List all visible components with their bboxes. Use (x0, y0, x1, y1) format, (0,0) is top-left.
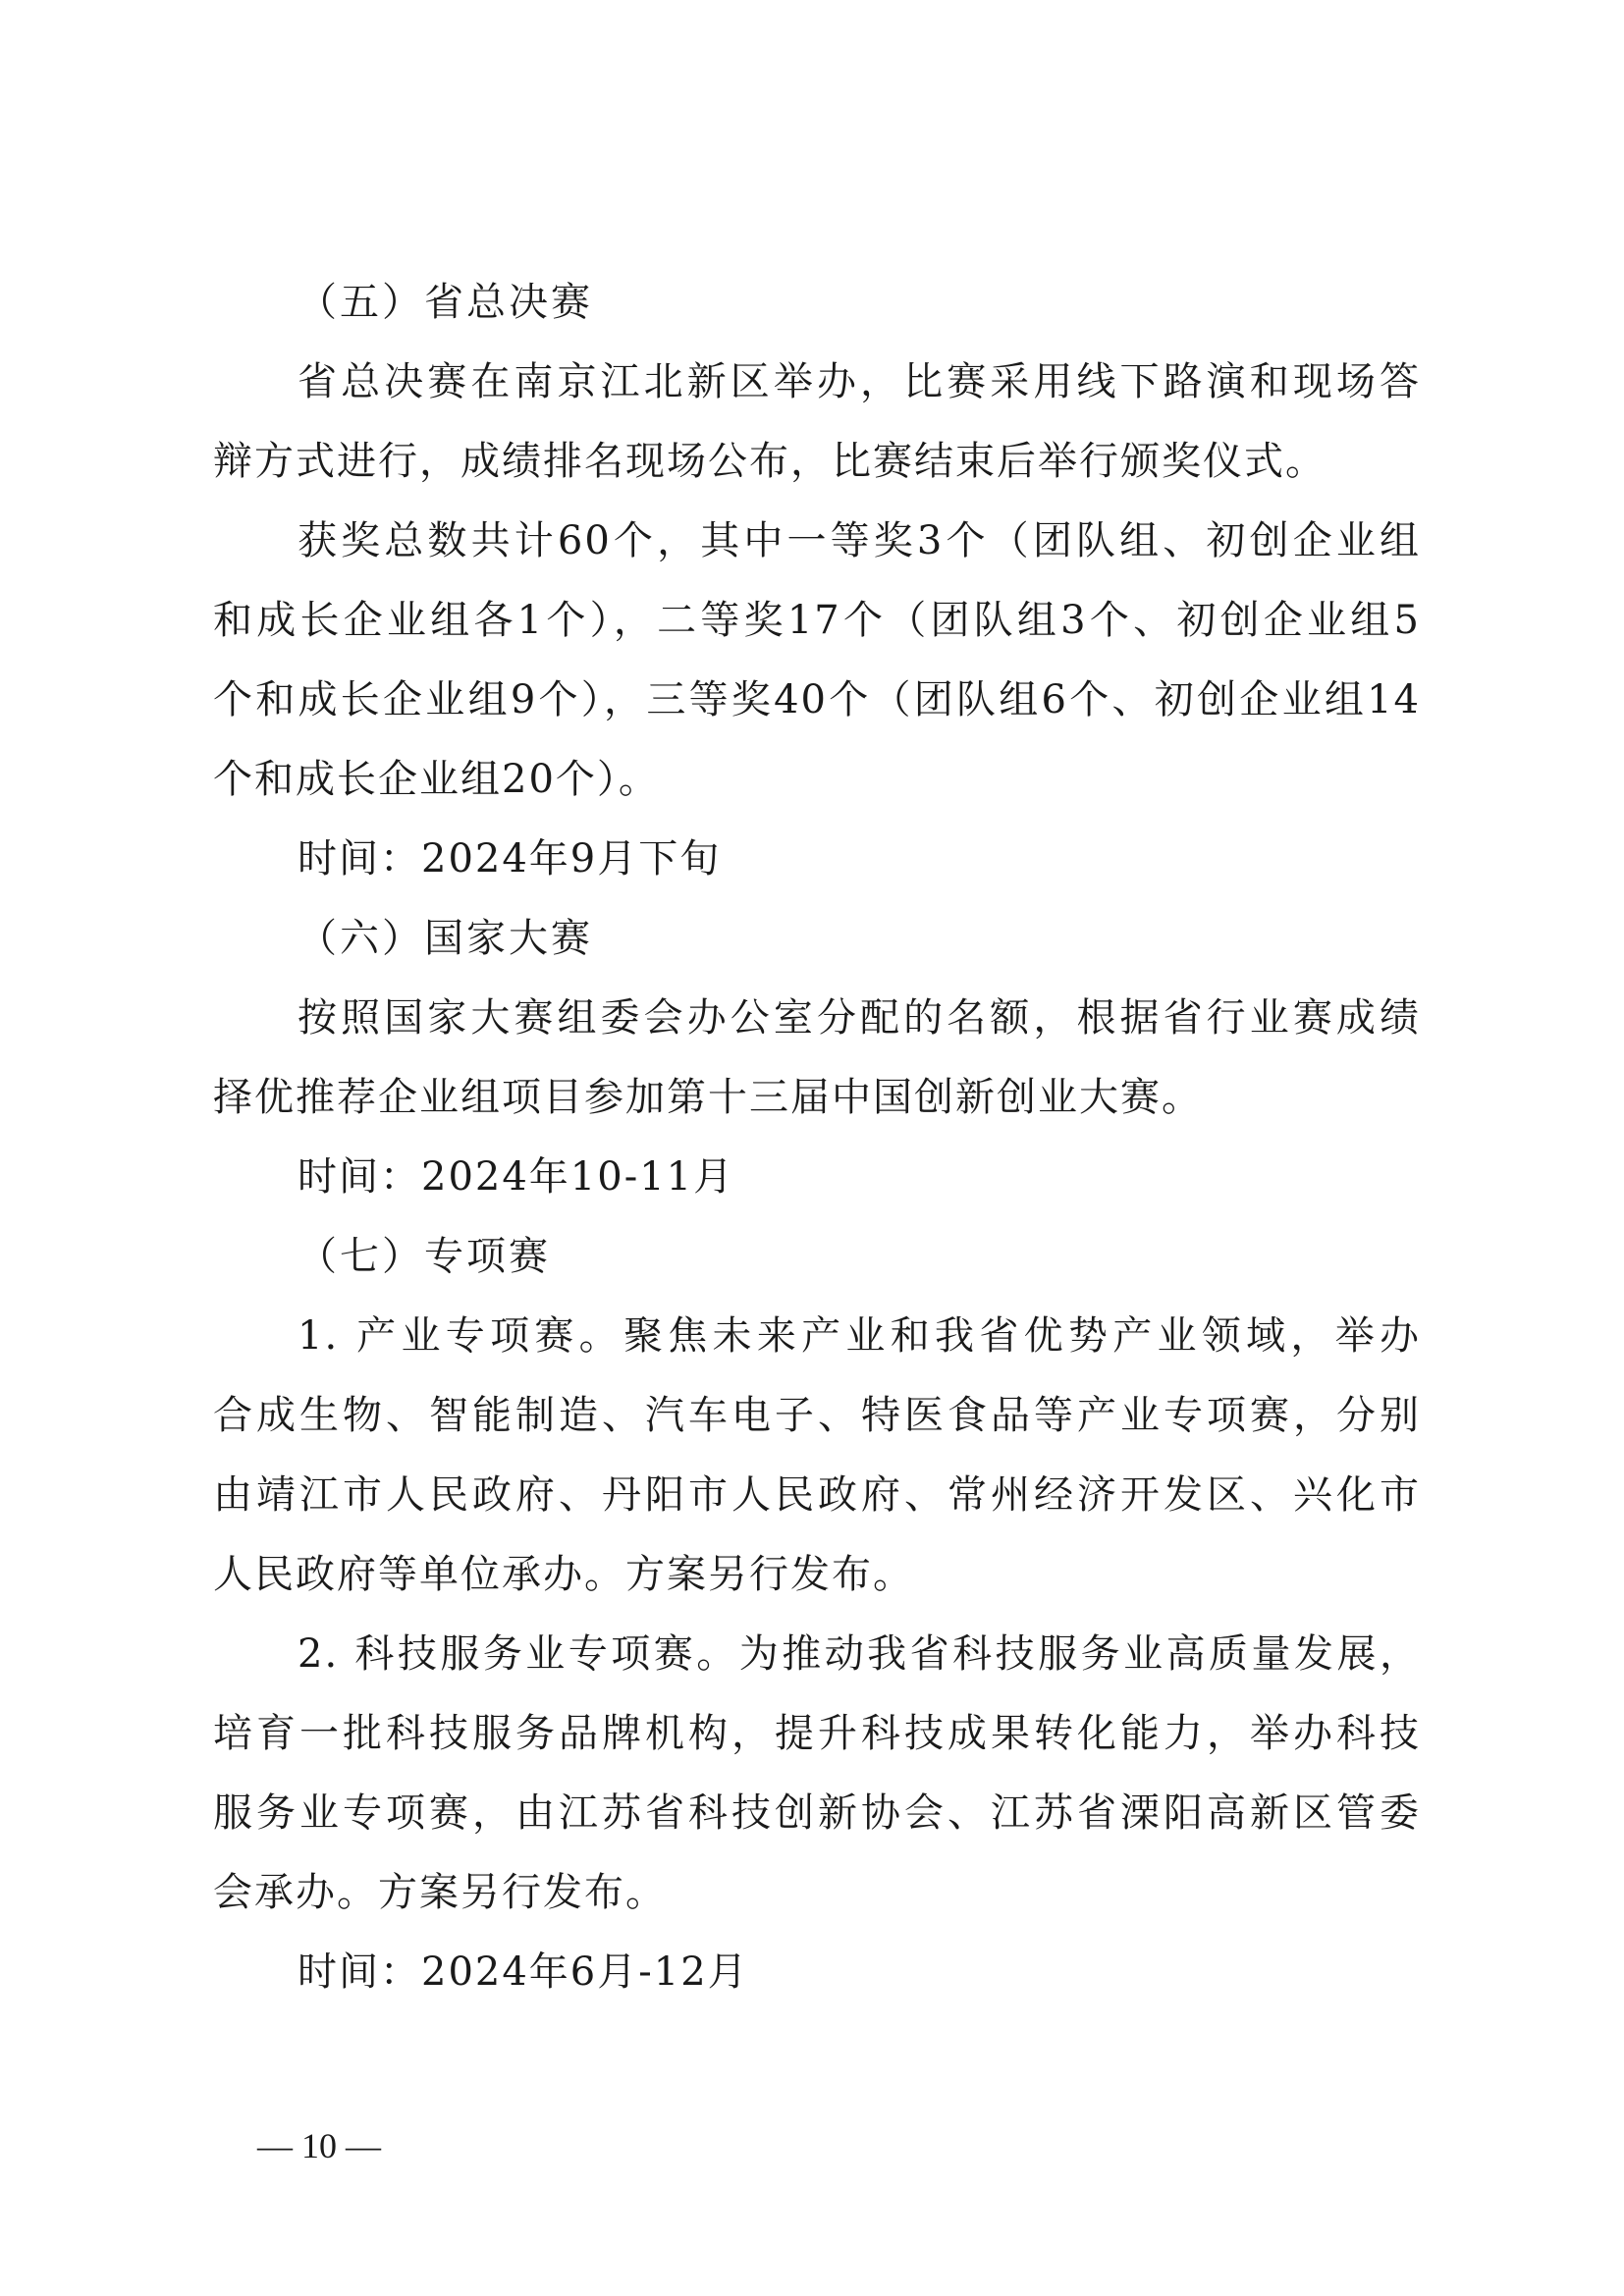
paragraph-line: 获奖总数共计60个，其中一等奖3个（团队组、初创企业组 (298, 518, 1421, 563)
document-body (213, 263, 1421, 2012)
paragraph-line: 服务业专项赛，由江苏省科技创新协会、江苏省溧阳高新区管委 (213, 1790, 1421, 1836)
section7-item-1 (213, 1297, 1421, 1615)
paragraph-line: 省总决赛在南京江北新区举办，比赛采用线下路演和现场答 (298, 359, 1421, 404)
section5-paragraph-1 (213, 343, 1421, 502)
paragraph-line: 会承办。方案另行发布。 (213, 1870, 667, 1915)
section7-time: 时间：2024年6月-12月 (298, 1949, 749, 1995)
paragraph-line: 按照国家大赛组委会办公室分配的名额，根据省行业赛成绩 (298, 995, 1421, 1041)
section6-time: 时间：2024年10-11月 (298, 1154, 735, 1200)
paragraph-line: 合成生物、智能制造、汽车电子、特医食品等产业专项赛，分别 (213, 1393, 1421, 1438)
section6-paragraph (213, 979, 1421, 1138)
paragraph-line: 1. 产业专项赛。聚焦未来产业和我省优势产业领域，举办 (298, 1313, 1421, 1359)
page-number: — 10 — (257, 2126, 381, 2165)
paragraph-line: 个和成长企业组9个），三等奖40个（团队组6个、初创企业组14 (213, 677, 1421, 722)
section-heading-5: （五）省总决赛 (298, 280, 593, 325)
paragraph-line: 个和成长企业组20个）。 (213, 757, 660, 802)
paragraph-line: 培育一批科技服务品牌机构，提升科技成果转化能力，举办科技 (213, 1711, 1421, 1756)
section5-time: 时间：2024年9月下旬 (298, 836, 722, 881)
paragraph-line: 和成长企业组各1个），二等奖17个（团队组3个、初创企业组5 (213, 598, 1421, 643)
section7-item-2 (213, 1615, 1421, 1933)
paragraph-line: 辩方式进行，成绩排名现场公布，比赛结束后举行颁奖仪式。 (213, 439, 1326, 484)
paragraph-line: 人民政府等单位承办。方案另行发布。 (213, 1552, 914, 1597)
paragraph-line: 2. 科技服务业专项赛。为推动我省科技服务业高质量发展， (298, 1631, 1421, 1677)
section-heading-7: （七）专项赛 (298, 1234, 551, 1279)
section5-paragraph-2 (213, 502, 1421, 820)
section-heading-6: （六）国家大赛 (298, 916, 593, 961)
paragraph-line: 由靖江市人民政府、丹阳市人民政府、常州经济开发区、兴化市 (213, 1472, 1421, 1518)
paragraph-line: 择优推荐企业组项目参加第十三届中国创新创业大赛。 (213, 1075, 1203, 1120)
